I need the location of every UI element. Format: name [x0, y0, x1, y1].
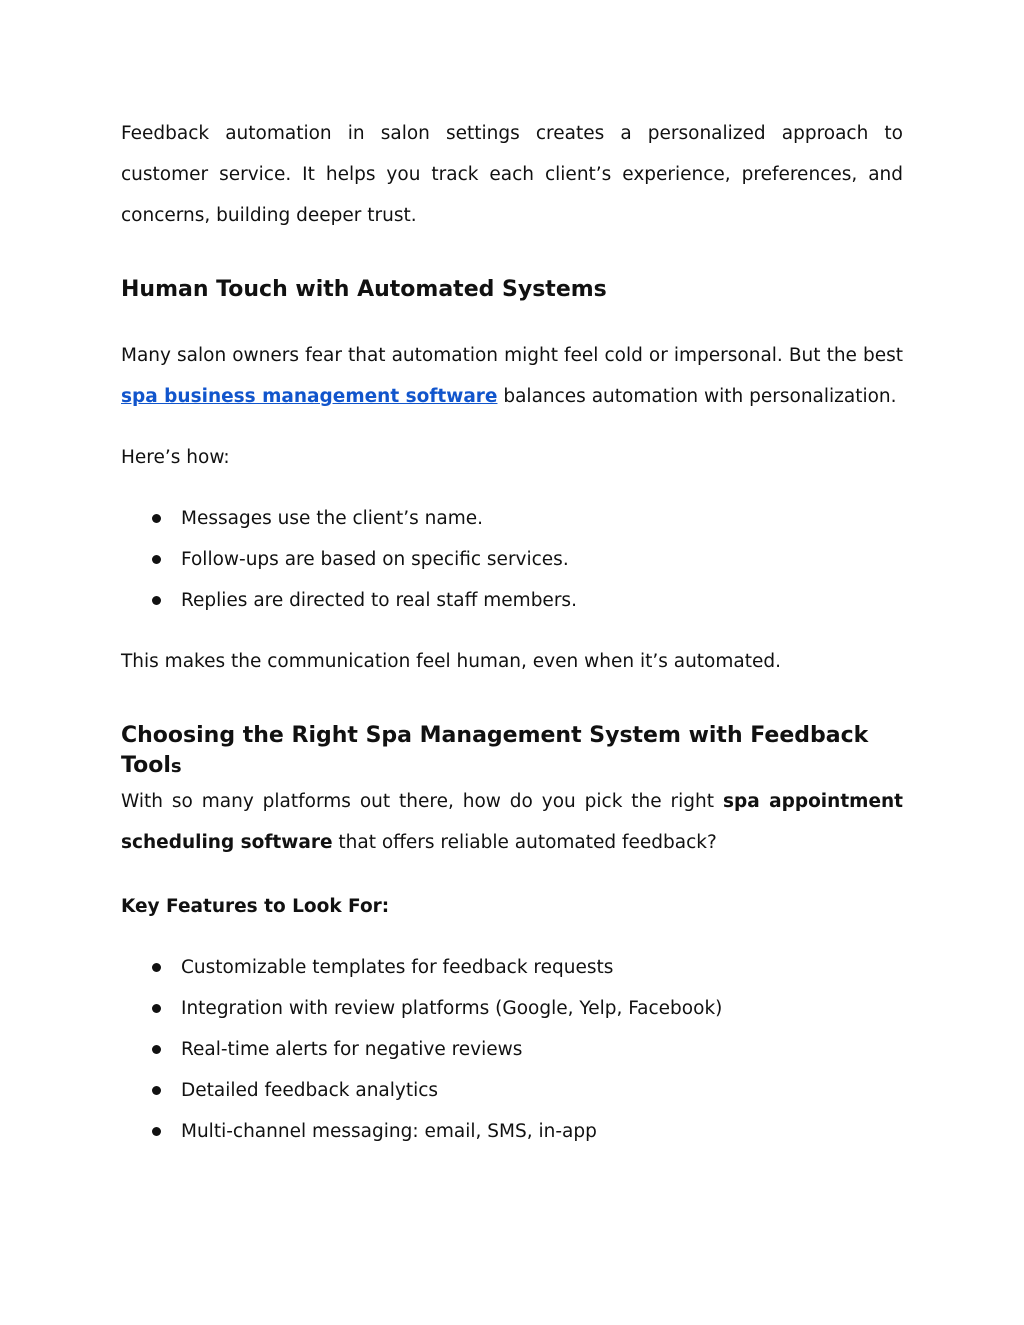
bullet-icon [152, 1127, 161, 1136]
list-item [121, 1070, 903, 1111]
paragraph-text: balances automation with personalization. [497, 386, 897, 407]
list-item-text: Real-time alerts for negative reviews [181, 1039, 523, 1060]
list-item [121, 1111, 903, 1152]
section-heading-human-touch: Human Touch with Automated Systems [121, 277, 607, 302]
list-item-text: Follow-ups are based on specific services. [181, 549, 569, 570]
bullet-icon [152, 1086, 161, 1095]
human-touch-bullet-list [121, 498, 903, 621]
list-item [121, 1029, 903, 1070]
key-features-bullet-list [121, 947, 903, 1152]
list-item [121, 580, 903, 621]
list-item-text: Multi-channel messaging: email, SMS, in-app [181, 1121, 597, 1142]
heading-text: Choosing the Right Spa Management System with Feedback Tool [121, 723, 869, 778]
paragraph-text: With so many platforms out there, how do you pick the right [121, 791, 723, 812]
list-item-text: Detailed feedback analytics [181, 1080, 439, 1101]
list-item [121, 498, 903, 539]
communication-paragraph: This makes the communication feel human, even when it’s automated. [121, 651, 781, 672]
list-item-text: Messages use the client’s name. [181, 508, 484, 529]
human-touch-paragraph [121, 335, 903, 417]
bullet-icon [152, 1004, 161, 1013]
list-item-text: Replies are directed to real staff members. [181, 590, 577, 611]
list-item [121, 947, 903, 988]
bullet-icon [152, 596, 161, 605]
heading-text-tail: s [170, 756, 182, 777]
choosing-paragraph [121, 781, 903, 863]
intro-paragraph: Feedback automation in salon settings creates a personalized approach to customer service. It helps you track each client’s experience, preferences, and concerns, building deeper trust. [121, 123, 903, 226]
section-heading-choosing-system [121, 721, 903, 782]
paragraph-text: that offers reliable automated feedback? [332, 832, 717, 853]
bold-keyword: spa appointment scheduling software [121, 791, 904, 853]
list-item [121, 988, 903, 1029]
spa-business-software-link[interactable]: spa business management software [121, 386, 498, 407]
list-item [121, 539, 903, 580]
list-item-text: Customizable templates for feedback requests [181, 957, 614, 978]
heres-how-paragraph: Here’s how: [121, 447, 230, 468]
paragraph-text: Many salon owners fear that automation might feel cold or impersonal. But the best [121, 345, 903, 366]
list-item-text: Integration with review platforms (Google, Yelp, Facebook) [181, 998, 723, 1019]
bullet-icon [152, 555, 161, 564]
bullet-icon [152, 963, 161, 972]
key-features-subheading: Key Features to Look For: [121, 896, 390, 917]
bullet-icon [152, 514, 161, 523]
bullet-icon [152, 1045, 161, 1054]
